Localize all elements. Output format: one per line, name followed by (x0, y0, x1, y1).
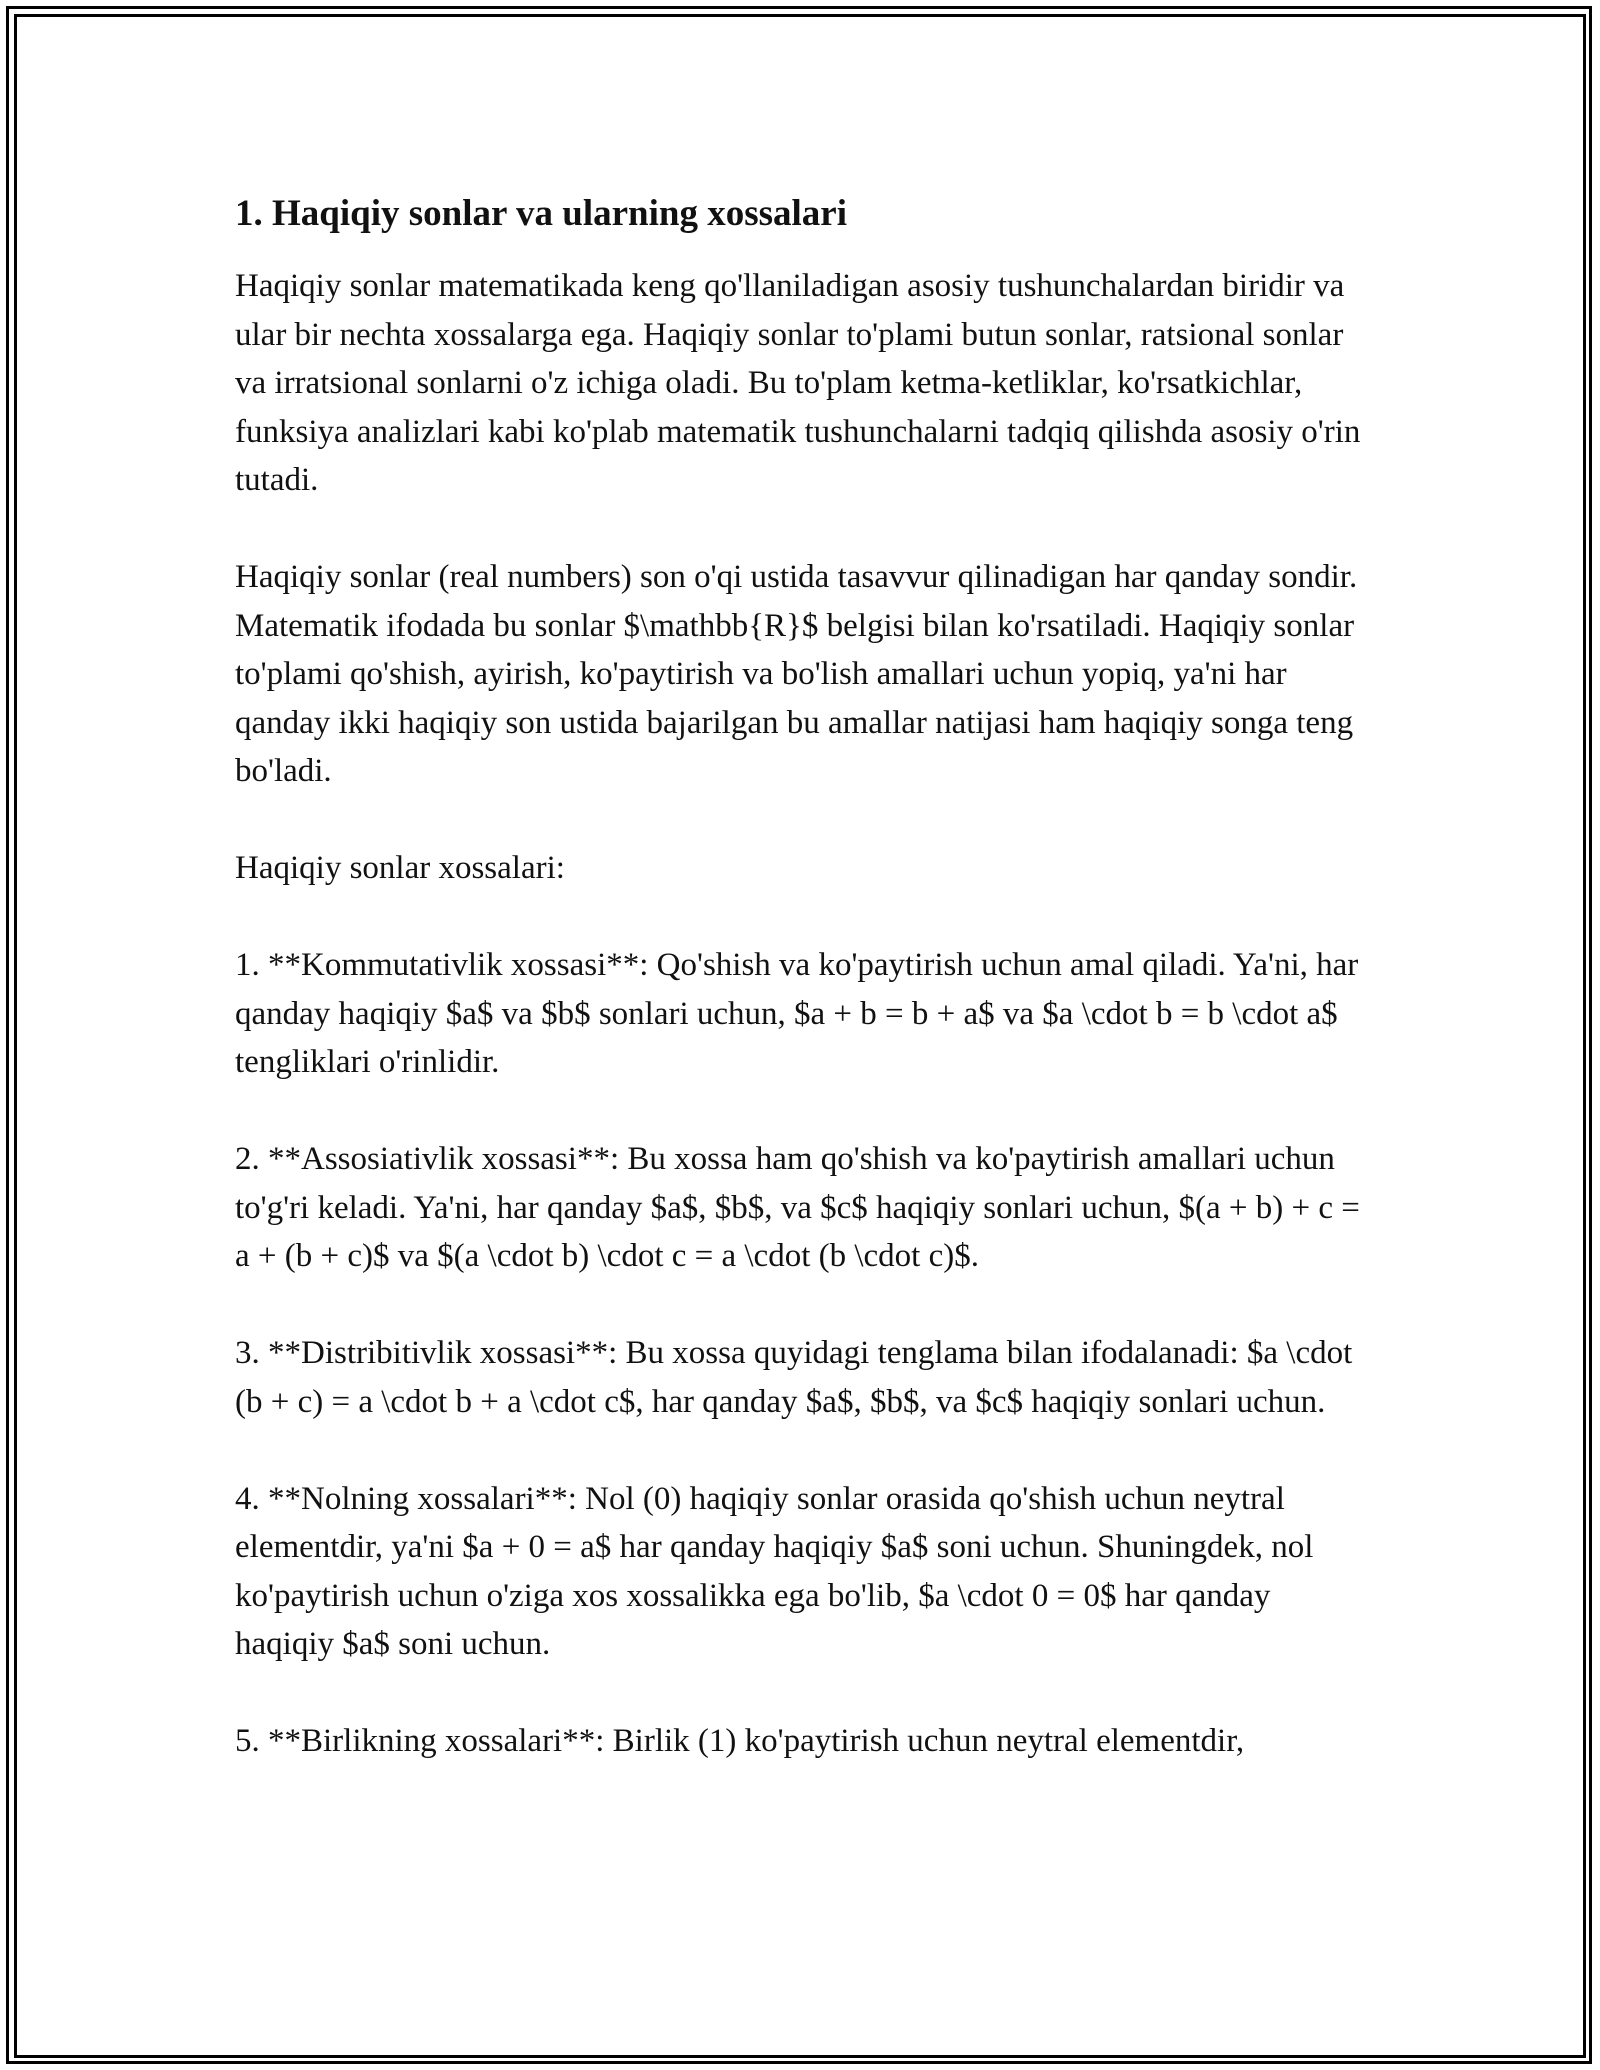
paragraph-commutativity: 1. **Kommutativlik xossasi**: Qo'shish va ko'paytirish uchun amal qiladi. Ya'ni, har qanday haqiqiy $a$ va $b$ sonlari uchun, $a + b = b + a$ va $a \cdot b = b \cdot a$ tengliklari o'rinlidir. (235, 947, 1359, 1080)
section-title: 1. Haqiqiy sonlar va ularning xossalari (235, 193, 847, 234)
document-page (235, 186, 1375, 1814)
paragraph-intro: Haqiqiy sonlar matematikada keng qo'llaniladigan asosiy tushunchalardan biridir va ular bir nechta xossalarga ega. Haqiqiy sonlar to'plami butun sonlar, ratsional sonlar va irratsional sonlarni o'z ichiga oladi. Bu to'plam ketma-ketliklar, ko'rsatkichlar, funksiya analizlari kabi ko'plab matematik tushunchalarni tadqiq qilishda asosiy o'rin tutadi. (235, 268, 1361, 498)
paragraph-unit-properties: 5. **Birlikning xossalari**: Birlik (1) ko'paytirish uchun neytral elementdir, (235, 1723, 1245, 1759)
paragraph-definition: Haqiqiy sonlar (real numbers) son o'qi ustida tasavvur qilinadigan har qanday sondir. Matematik ifodada bu sonlar $\mathbb{R}$ belgisi bilan ko'rsatiladi. Haqiqiy sonlar to'plami qo'shish, ayirish, ko'paytirish va bo'lish amallari uchun yopiq, ya'ni har qanday ikki haqiqiy son ustida bajarilgan bu amallar natijasi ham haqiqiy songa teng bo'ladi. (235, 559, 1358, 789)
paragraph-properties-heading: Haqiqiy sonlar xossalari: (235, 850, 565, 886)
paragraph-distributivity: 3. **Distribitivlik xossasi**: Bu xossa quyidagi tenglama bilan ifodalanadi: $a \cdot (b + c) = a \cdot b + a \cdot c$, har qanday $a$, $b$, va $c$ haqiqiy sonlari uchun. (235, 1335, 1353, 1420)
paragraph-zero-properties: 4. **Nolning xossalari**: Nol (0) haqiqiy sonlar orasida qo'shish uchun neytral elementdir, ya'ni $a + 0 = a$ har qanday haqiqiy $a$ soni uchun. Shuningdek, nol ko'paytirish uchun o'ziga xos xossalikka ega bo'lib, $a \cdot 0 = 0$ har qanday haqiqiy $a$ soni uchun. (235, 1480, 1314, 1662)
paragraph-associativity: 2. **Assosiativlik xossasi**: Bu xossa ham qo'shish va ko'paytirish amallari uchun to'g'ri keladi. Ya'ni, har qanday $a$, $b$, va $c$ haqiqiy sonlari uchun, $(a + b) + c = a + (b + c)$ va $(a \cdot b) \cdot c = a \cdot (b \cdot c)$. (235, 1141, 1360, 1274)
